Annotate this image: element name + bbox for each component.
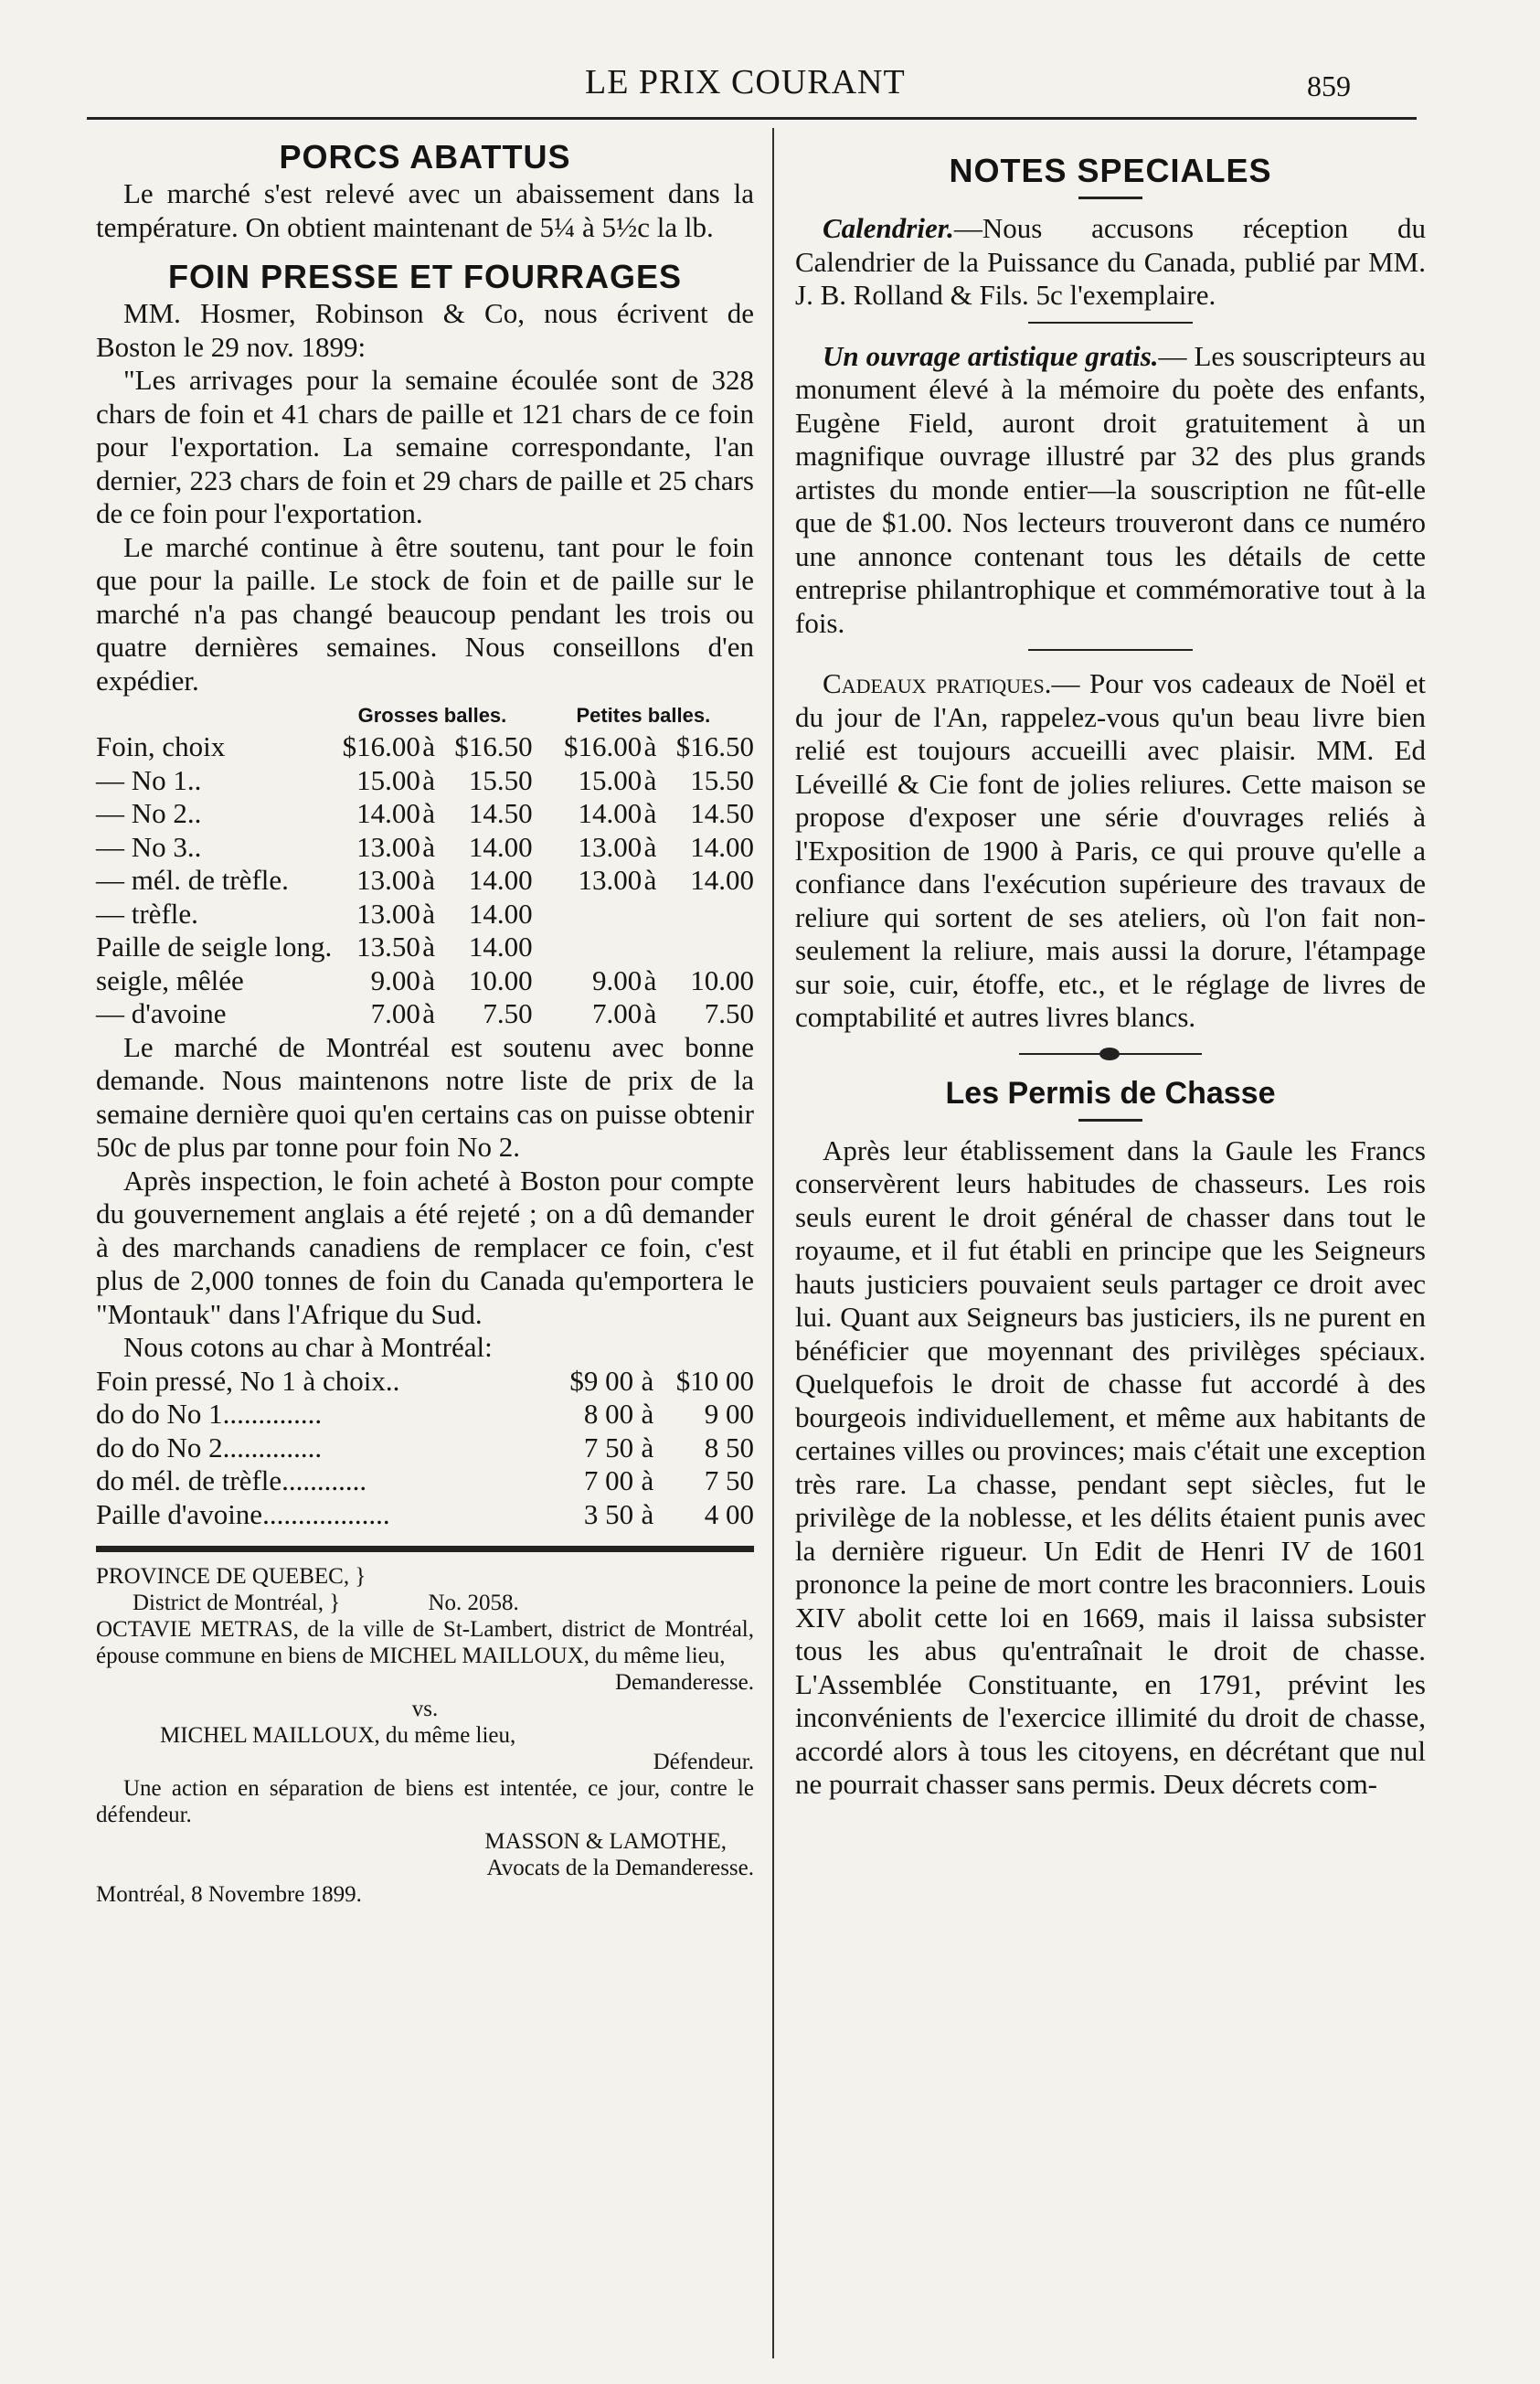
a-sep: à bbox=[643, 763, 657, 796]
a-sep: à bbox=[641, 1497, 654, 1530]
a-sep: à bbox=[422, 864, 435, 896]
chasse-text: Après leur établissement dans la Gaule les Francs conservèrent leurs habitudes de chasseurs. Les rois seuls eurent le droit général de chasser dans tout le royaume, et il fut établi en principe que les Seigneurs hauts justiciers pouvaient seuls partager ce droit avec lui. Quant aux Seigneurs bas justiciers, ils ne purent en bénéficier que moyennant des privilèges spéciaux. Quelquefois le droit de chasse fut accordé à des bourgeois individuellement, et même aux habitants de certaines villes ou provinces; mais c'était une exception très rare. La chasse, pendant sept siècles, fut le privilège de la noblesse, et les délits étaient punis avec la dernière rigueur. Un Edit de Henri IV de 1601 prononce la peine de mort contre les braconniers. Louis XIV abolit cette loi en 1669, mais il laissa subsister tous les abus qu'entraînait le droit de chasse. L'Assemblée Constituante, en 1791, prévint les inconvénients de l'exercice illimité du droit de chasse, accordé alors à tous les citoyens, en décrétant que nul ne pourrait chasser sans permis. Deux décrets com- bbox=[795, 1133, 1426, 1800]
price-row bbox=[96, 764, 754, 798]
grosses-to: 14.00 bbox=[468, 830, 533, 863]
grosses-to: 14.00 bbox=[468, 864, 533, 896]
a-sep: à bbox=[641, 1364, 654, 1397]
a-sep: à bbox=[641, 1398, 654, 1430]
price-row bbox=[96, 997, 754, 1031]
boston-price-table bbox=[96, 701, 754, 1031]
a-sep: à bbox=[643, 864, 657, 896]
montreal-to: 9 00 bbox=[704, 1398, 754, 1430]
a-sep bbox=[642, 898, 659, 931]
montreal-from: $9 00 bbox=[569, 1364, 634, 1397]
note-ouvrage bbox=[795, 340, 1426, 641]
montreal-to: $10 00 bbox=[675, 1364, 754, 1397]
petites-to: 14.00 bbox=[690, 864, 754, 896]
montreal-from: 8 00 bbox=[583, 1398, 634, 1430]
price-row-label: seigle, mêlée bbox=[96, 963, 244, 996]
grosses-from: 13.00 bbox=[356, 897, 420, 930]
price-row-label: Foin, choix bbox=[96, 730, 226, 762]
grosses-balles-header: Grosses balles. bbox=[357, 704, 507, 727]
grosses-to: 14.00 bbox=[468, 931, 533, 963]
note-cadeaux-text: — Pour vos cadeaux de Noël et du jour de l'An, rappelez-vous qu'un beau livre bien relié est toujours accueilli avec plaisir. MM. Ed Léveillé & Cie font de jolies reliures. Cette maison se propose d'exposer une série d'ouvrages reliés à l'Exposition de 1900 à Paris, ce qui prouve qu'elle a confiance dans l'exécution supérieure des travaux de reliure qui sortent de ses ateliers, où l'on fait non-seulement la reliure, mais aussi la dorure, l'étampage sur soie, cuir, étoffe, etc., et le réglage de livres de comptabilité et autres livres blancs. bbox=[795, 667, 1426, 1033]
grosses-to: 7.50 bbox=[483, 997, 533, 1029]
notice-province: PROVINCE DE QUEBEC, } bbox=[96, 1564, 366, 1589]
chasse-heading: Les Permis de Chasse bbox=[945, 1075, 1276, 1111]
price-row bbox=[96, 797, 754, 831]
note-ouvrage-text: — Les souscripteurs au monument élevé à la mémoire du poète des enfants, Eugène Field, auront droit gratuitement à un magnifique ouvrage illustré par 32 des plus grands artistes du monde entier—la souscription ne fût-elle que de $1.00. Nos lecteurs trouveront dans ce numéro une annonce contenant tous les détails de cette entreprise philantrophique et commémorative tout à la fois. bbox=[795, 339, 1426, 639]
note-ouvrage-head: Un ouvrage artistique gratis. bbox=[823, 339, 1159, 372]
petites-from: 9.00 bbox=[591, 963, 643, 996]
foin-paragraph-3: Le marché continue à être soutenu, tant pour le foin que pour la paille. Le stock de foin et de paille sur le marché n'a pas changé beaucoup pendant les trois ou quatre dernières semaines. Nous conseillons d'en expédier. bbox=[96, 530, 754, 697]
note-cadeaux bbox=[795, 667, 1426, 1035]
montreal-to: 4 00 bbox=[704, 1497, 754, 1530]
a-sep: à bbox=[422, 897, 435, 930]
notice-versus: vs. bbox=[411, 1697, 439, 1721]
price-table-header bbox=[96, 701, 754, 730]
grosses-from: 9.00 bbox=[370, 963, 420, 996]
porcs-text: Le marché s'est relevé avec un abaissement dans la température. On obtient maintenant de 5¼ à 5½c la lb. bbox=[96, 177, 754, 243]
grosses-from: 13.00 bbox=[356, 864, 420, 896]
notice-rule bbox=[96, 1546, 754, 1552]
running-head bbox=[0, 57, 1540, 112]
petites-to: 14.00 bbox=[690, 830, 754, 863]
petites-from: 14.00 bbox=[578, 797, 643, 829]
price-row-label: — No 3.. bbox=[96, 830, 202, 863]
petites-to: $16.50 bbox=[675, 730, 754, 762]
grosses-from: 15.00 bbox=[356, 763, 420, 796]
montreal-row bbox=[96, 1431, 754, 1465]
price-row bbox=[96, 964, 754, 998]
petites-from: $16.00 bbox=[563, 730, 643, 762]
notice-action: Une action en séparation de biens est intentée, ce jour, contre le défendeur. bbox=[96, 1776, 754, 1827]
foin-paragraph-1: MM. Hosmer, Robinson & Co, nous écrivent de Boston le 29 nov. 1899: bbox=[96, 297, 754, 363]
montreal-from: 7 50 bbox=[583, 1431, 634, 1463]
foin-paragraph-6: Nous cotons au char à Montréal: bbox=[123, 1331, 493, 1363]
grosses-to: 14.50 bbox=[468, 797, 533, 829]
montreal-to: 7 50 bbox=[704, 1464, 754, 1496]
montreal-from: 7 00 bbox=[583, 1464, 634, 1496]
notice-date: Montréal, 8 Novembre 1899. bbox=[96, 1882, 362, 1907]
price-row bbox=[96, 864, 754, 898]
ornamental-rule bbox=[1019, 1053, 1202, 1055]
montreal-row-label: Paille d'avoine.................. bbox=[96, 1497, 390, 1530]
petites-from: 15.00 bbox=[578, 763, 643, 796]
grosses-to: 15.50 bbox=[468, 763, 533, 796]
note-separator-2 bbox=[1028, 649, 1193, 651]
note-cadeaux-head: Cadeaux pratiques. bbox=[823, 667, 1052, 699]
notice-lawyers: MASSON & LAMOTHE, bbox=[484, 1829, 727, 1854]
notice-plaintiff: OCTAVIE METRAS, de la ville de St-Lambert, district de Montréal, épouse commune en biens de MICHEL MAILLOUX, du même lieu, bbox=[96, 1617, 754, 1668]
petites-from: 7.00 bbox=[591, 997, 643, 1029]
porcs-heading: PORCS ABATTUS bbox=[279, 138, 571, 176]
a-sep: à bbox=[422, 997, 435, 1029]
a-sep: à bbox=[643, 963, 657, 996]
a-sep: à bbox=[422, 763, 435, 796]
a-sep: à bbox=[422, 931, 435, 963]
chasse-heading-rule bbox=[1078, 1119, 1142, 1122]
grosses-from: 14.00 bbox=[356, 797, 420, 829]
foin-heading: FOIN PRESSE ET FOURRAGES bbox=[167, 258, 683, 295]
grosses-from: 13.50 bbox=[356, 931, 420, 963]
petites-from: 13.00 bbox=[578, 830, 643, 863]
price-row bbox=[96, 898, 754, 931]
petites-to: 10.00 bbox=[690, 963, 754, 996]
petites-from bbox=[533, 931, 643, 964]
montreal-row-label: do do No 2.............. bbox=[96, 1431, 323, 1463]
price-row-label: — mél. de trèfle. bbox=[96, 864, 289, 896]
notice-number: No. 2058. bbox=[428, 1591, 519, 1615]
notice-district: District de Montréal, } bbox=[133, 1591, 341, 1615]
notice-defendeur: Défendeur. bbox=[653, 1750, 754, 1774]
a-sep: à bbox=[422, 730, 435, 762]
petites-to bbox=[659, 931, 754, 964]
header-rule bbox=[87, 117, 1417, 120]
grosses-from: $16.00 bbox=[342, 730, 420, 762]
petites-from bbox=[533, 898, 643, 931]
montreal-row-label: Foin pressé, No 1 à choix.. bbox=[96, 1364, 400, 1397]
note-calendrier bbox=[795, 212, 1426, 313]
montreal-to: 8 50 bbox=[704, 1431, 754, 1463]
grosses-to: $16.50 bbox=[454, 730, 533, 762]
notes-heading: NOTES SPECIALES bbox=[949, 152, 1272, 189]
grosses-from: 7.00 bbox=[370, 997, 420, 1029]
a-sep: à bbox=[422, 830, 435, 863]
grosses-to: 14.00 bbox=[468, 897, 533, 930]
price-row bbox=[96, 931, 754, 964]
note-calendrier-text: —Nous accusons réception du Calendrier de la Puissance du Canada, publié par MM. J. B. Rolland & Fils. 5c l'exemplaire. bbox=[795, 212, 1426, 311]
page-number: 859 bbox=[1307, 69, 1351, 102]
a-sep: à bbox=[422, 797, 435, 829]
price-row-label: — trèfle. bbox=[96, 897, 198, 930]
notes-heading-rule bbox=[1078, 197, 1142, 199]
price-row-label: — No 1.. bbox=[96, 763, 202, 796]
petites-to: 14.50 bbox=[690, 797, 754, 829]
montreal-row bbox=[96, 1464, 754, 1498]
notice-district-line bbox=[96, 1590, 754, 1616]
a-sep: à bbox=[643, 830, 657, 863]
a-sep: à bbox=[643, 730, 657, 762]
column-divider bbox=[772, 128, 774, 2358]
note-separator-1 bbox=[1028, 322, 1193, 324]
a-sep: à bbox=[643, 997, 657, 1029]
grosses-from: 13.00 bbox=[356, 830, 420, 863]
montreal-from: 3 50 bbox=[583, 1497, 634, 1530]
montreal-row bbox=[96, 1398, 754, 1431]
notice-defendant: MICHEL MAILLOUX, du même lieu, bbox=[160, 1723, 516, 1748]
montreal-row-label: do do No 1.............. bbox=[96, 1398, 323, 1430]
right-column bbox=[795, 151, 1426, 1802]
a-sep bbox=[642, 931, 659, 964]
foin-paragraph-2: "Les arrivages pour la semaine écoulée sont de 328 chars de foin et 41 chars de paille et 121 chars de ce foin pour l'exportation. La semaine correspondante, l'an dernier, 223 chars de foin et 29 chars de paille et 25 chars de ce foin pour l'exportation. bbox=[96, 364, 754, 529]
petites-balles-header: Petites balles. bbox=[576, 704, 711, 727]
price-row-label: Paille de seigle long. bbox=[96, 931, 333, 963]
foin-paragraph-5: Après inspection, le foin acheté à Boston pour compte du gouvernement anglais a été rejeté ; on a dû demander à des marchands canadiens de remplacer ce foin, c'est plus de 2,000 tonnes de foin du Canada qu'emportera le "Montauk" dans l'Afrique du Sud. bbox=[96, 1164, 754, 1330]
note-calendrier-head: Calendrier. bbox=[823, 212, 954, 244]
left-column bbox=[96, 137, 754, 1908]
a-sep: à bbox=[422, 963, 435, 996]
petites-from: 13.00 bbox=[578, 864, 643, 896]
grosses-to: 10.00 bbox=[468, 963, 533, 996]
montreal-row bbox=[96, 1498, 754, 1532]
petites-to: 15.50 bbox=[690, 763, 754, 796]
notice-demanderesse: Demanderesse. bbox=[614, 1670, 754, 1695]
montreal-price-table bbox=[96, 1365, 754, 1532]
petites-to bbox=[659, 898, 754, 931]
a-sep: à bbox=[643, 797, 657, 829]
petites-to: 7.50 bbox=[704, 997, 754, 1029]
montreal-row bbox=[96, 1365, 754, 1399]
a-sep: à bbox=[641, 1431, 654, 1463]
montreal-row-label: do mél. de trèfle............ bbox=[96, 1464, 367, 1496]
price-row bbox=[96, 831, 754, 865]
a-sep: à bbox=[641, 1464, 654, 1496]
foin-paragraph-4: Le marché de Montréal est soutenu avec bonne demande. Nous maintenons notre liste de prix de la semaine dernière quoi qu'en certains cas on puisse obtenir 50c de plus par tonne pour foin No 2. bbox=[96, 1030, 754, 1163]
notice-lawyers-role: Avocats de la Demanderesse. bbox=[486, 1856, 754, 1880]
legal-notice bbox=[96, 1563, 754, 1908]
page-title: LE PRIX COURANT bbox=[585, 63, 906, 101]
price-row bbox=[96, 730, 754, 764]
price-row-label: — No 2.. bbox=[96, 797, 202, 829]
price-row-label: — d'avoine bbox=[96, 997, 227, 1029]
